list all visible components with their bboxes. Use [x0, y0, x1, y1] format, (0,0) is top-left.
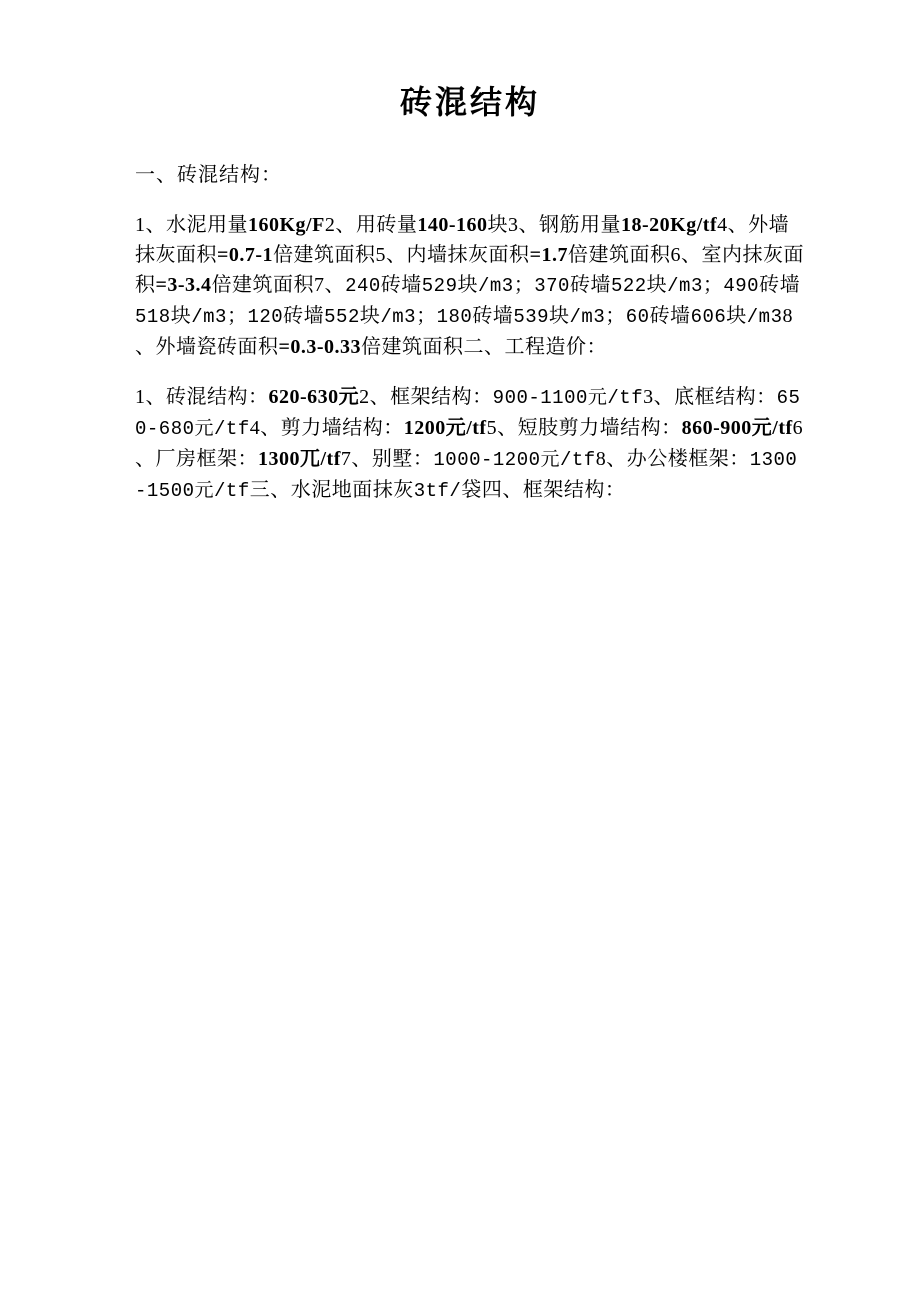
- text-run: =0.7-1: [217, 244, 274, 266]
- text-run: 1300-1500元/tf: [135, 449, 798, 502]
- document-title: 砖混结构: [399, 84, 540, 120]
- text-run: 块: [457, 274, 478, 296]
- text-run: 砖墙: [283, 305, 325, 327]
- text-run: 140-160: [417, 214, 488, 236]
- text-run: 860-900元/tf: [681, 417, 793, 439]
- text-run: 块: [359, 305, 381, 327]
- text-run: 120: [247, 306, 284, 328]
- text-run: 6、厂房框架：: [135, 417, 804, 470]
- text-run: 块: [170, 305, 192, 327]
- text-run: 490: [723, 275, 760, 297]
- text-run: 倍建筑面积6、室内抹灰面积: [135, 244, 804, 296]
- text-run: 552: [324, 306, 360, 328]
- text-run: ；: [416, 305, 437, 327]
- section-heading: 一、砖混结构：: [135, 164, 282, 186]
- text-run: 180: [436, 306, 473, 328]
- text-run: ；: [513, 274, 535, 296]
- text-run: 160Kg/F: [248, 214, 325, 236]
- text-run: /m3: [191, 306, 227, 328]
- text-run: ；: [605, 305, 626, 327]
- text-run: /m3: [478, 275, 514, 297]
- text-run: 倍建筑面积5、内墙抹灰面积: [273, 244, 530, 266]
- text-run: 2、用砖量: [324, 214, 418, 236]
- text-run: /m3: [746, 306, 783, 328]
- text-run: 砖墙: [380, 274, 422, 296]
- text-run: 3、底框结构：: [643, 386, 777, 408]
- text-run: 2、框架结构：: [359, 386, 493, 408]
- text-run: 8、办公楼框架：: [595, 448, 750, 470]
- text-run: 块: [549, 305, 570, 327]
- text-run: 砖墙: [649, 305, 691, 327]
- text-run: 砖墙: [759, 274, 801, 296]
- paragraph-1: [135, 210, 805, 362]
- text-run: /m3: [667, 275, 703, 297]
- text-run: 529: [421, 275, 458, 297]
- text-run: 522: [610, 275, 647, 297]
- text-run: 539: [513, 306, 550, 328]
- text-run: ；: [702, 274, 724, 296]
- text-run: 块: [646, 274, 668, 296]
- text-run: 块: [726, 305, 747, 327]
- text-run: 18-20Kg/tf: [621, 214, 718, 236]
- text-run: 650-680元/tf: [135, 387, 801, 440]
- text-run: 606: [690, 306, 727, 328]
- text-run: 1、水泥用量: [135, 214, 248, 236]
- text-run: 4、剪力墙结构：: [249, 417, 404, 439]
- text-run: 370: [534, 275, 570, 297]
- text-run: 3tf/: [413, 480, 462, 502]
- text-run: ；: [226, 305, 248, 327]
- text-run: /m3: [380, 306, 417, 328]
- text-run: 1000-1200元/tf: [433, 449, 596, 471]
- text-run: =3-3.4: [155, 274, 212, 296]
- text-run: 砖墙: [569, 274, 611, 296]
- text-run: 倍建筑面积7、: [211, 274, 346, 296]
- document-body: [135, 210, 805, 506]
- text-run: 砖墙: [472, 305, 514, 327]
- text-run: 倍建筑面积二、工程造价：: [361, 336, 608, 358]
- text-run: 袋四、框架结构：: [461, 479, 626, 501]
- text-run: 8、外墙瓷砖面积: [135, 305, 793, 358]
- text-run: 块3、钢筋用量: [487, 214, 622, 236]
- text-run: 518: [135, 306, 171, 328]
- text-run: 4、外墙抹灰面积: [135, 214, 790, 266]
- text-run: 1200元/tf: [403, 417, 487, 439]
- text-run: 900-1100元/tf: [492, 387, 644, 409]
- text-run: 1300兀/tf: [258, 448, 341, 470]
- text-run: 620-630元: [268, 386, 360, 408]
- text-run: 1、砖混结构：: [135, 386, 269, 408]
- text-run: 5、短肢剪力墙结构：: [486, 417, 682, 439]
- text-run: 三、水泥地面抹灰: [249, 479, 414, 501]
- text-run: 7、别墅：: [340, 448, 434, 470]
- text-run: 240: [345, 275, 381, 297]
- paragraph-2: [135, 382, 805, 506]
- text-run: /m3: [569, 306, 606, 328]
- text-run: =1.7: [529, 244, 568, 266]
- text-run: 60: [625, 306, 650, 328]
- text-run: =0.3-0.33: [278, 336, 362, 358]
